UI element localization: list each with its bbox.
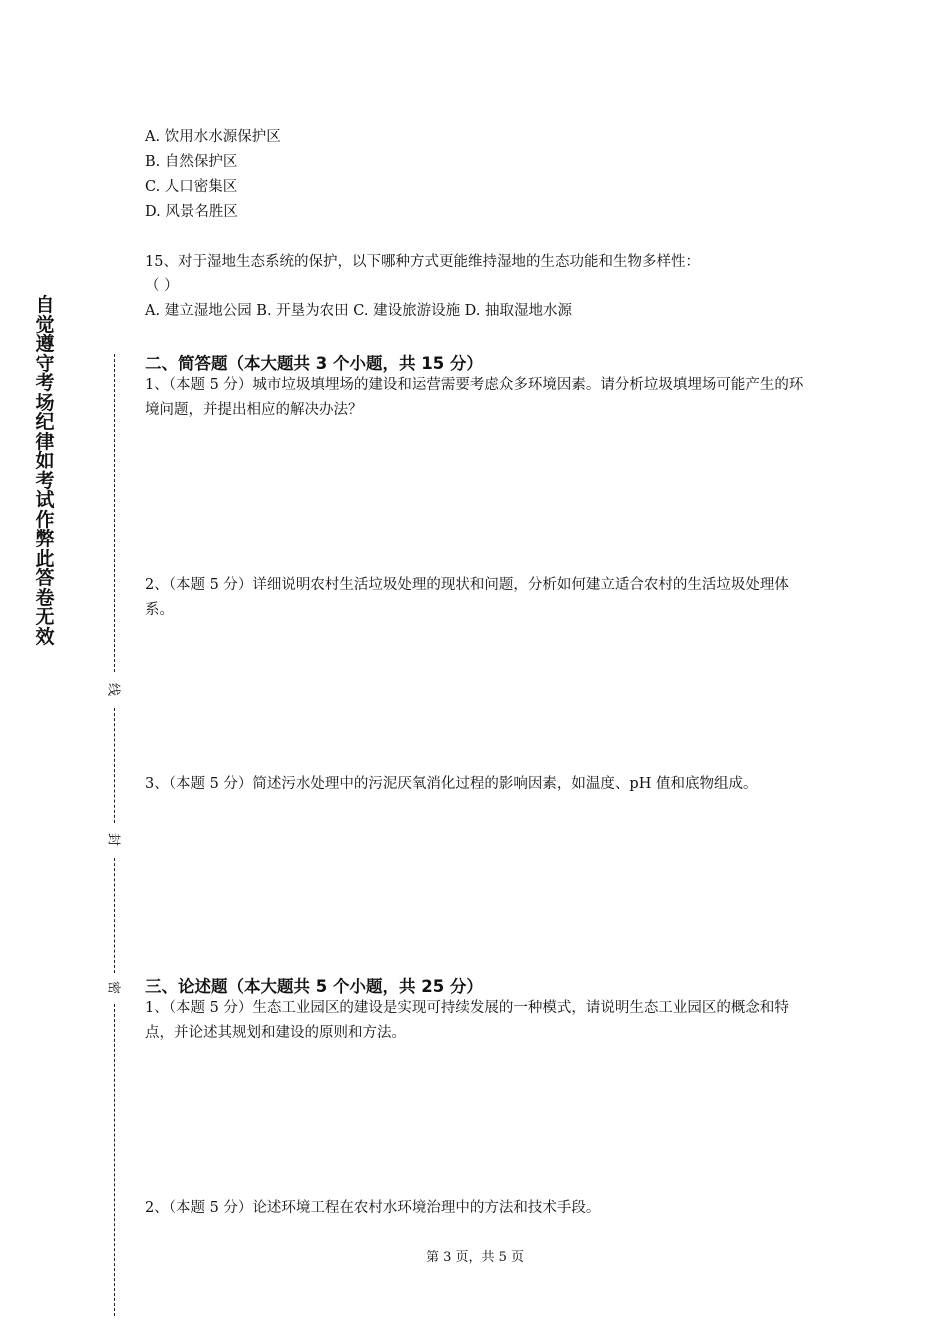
- binding-dashed-line: [114, 1004, 115, 1316]
- section3-question-1: 1、（本题 5 分）生态工业园区的建设是实现可持续发展的一种模式，请说明生态工业园区的概念和特点，并论述其规划和建设的原则和方法。: [145, 1000, 789, 1041]
- section2-question-3: 3、（本题 5 分）简述污水处理中的污泥厌氧消化过程的影响因素，如温度、pH 值和底物组成。: [145, 776, 758, 792]
- q15-stem: 15、对于湿地生态系统的保护，以下哪种方式更能维持湿地的生态功能和生物多样性：: [145, 254, 700, 270]
- section3-title: 三、论述题（本大题共 5 个小题，共 25 分）: [145, 977, 483, 996]
- section2-title: 二、简答题（本大题共 3 个小题，共 15 分）: [145, 354, 483, 373]
- page-number: 第 3 页，共 5 页: [425, 1250, 525, 1265]
- q14-option-c: C. 人口密集区: [145, 179, 238, 195]
- exam-discipline-warning: 自觉遵守考场纪律如考试作弊此答卷无效: [35, 294, 55, 648]
- section3-question-2: 2、（本题 5 分）论述环境工程在农村水环境治理中的方法和技术手段。: [145, 1200, 601, 1216]
- binding-label-line: 线: [105, 682, 121, 696]
- binding-dashed-line: [114, 708, 115, 823]
- q15-answer-blank: （ ）: [145, 278, 179, 294]
- section2-question-2: 2、（本题 5 分）详细说明农村生活垃圾处理的现状和问题，分析如何建立适合农村的生活垃圾处理体系。: [145, 577, 789, 618]
- section2-question-1: 1、（本题 5 分）城市垃圾填埋场的建设和运营需要考虑众多环境因素。请分析垃圾填埋场可能产生的环境问题，并提出相应的解决办法？: [145, 377, 804, 418]
- binding-dashed-line: [114, 858, 115, 973]
- binding-label-seal: 封: [105, 832, 121, 846]
- binding-label-secret: 密: [105, 980, 121, 994]
- q14-option-a: A. 饮用水水源保护区: [145, 129, 281, 145]
- q14-option-d: D. 风景名胜区: [145, 204, 238, 220]
- binding-dashed-line: [114, 354, 115, 672]
- q15-options: A. 建立湿地公园 B. 开垦为农田 C. 建设旅游设施 D. 抽取湿地水源: [145, 303, 573, 319]
- q14-option-b: B. 自然保护区: [145, 154, 238, 170]
